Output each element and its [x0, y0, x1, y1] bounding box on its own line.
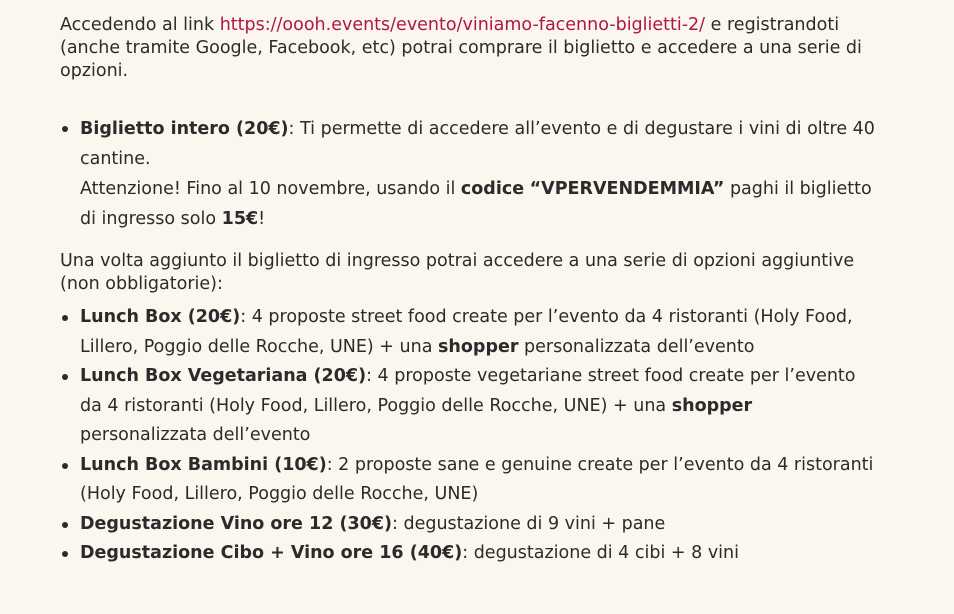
list-item-wine-tasting [60, 510, 880, 540]
option-description-end: personalizzata dell’evento [518, 336, 755, 357]
intro-text-before-link: Accedendo al link [60, 15, 220, 35]
ticket-title: Biglietto intero (20€) [80, 119, 289, 139]
option-description: : 4 proposte street food create per l’evento da 4 ristoranti (Holy Food, Lillero, Poggio delle Rocche, UNE) + una [80, 307, 853, 357]
event-link[interactable]: https://oooh.events/evento/viniamo-facenno-biglietti-2/ [219, 15, 706, 35]
list-item-lunch-box [60, 303, 880, 362]
option-description: : degustazione di 9 vini + pane [392, 513, 666, 534]
list-item-food-wine-tasting [60, 539, 880, 569]
option-description: : 2 proposte sane e genuine create per l’evento da 4 ristoranti (Holy Food, Lillero, Poggio delle Rocche, UNE) [80, 454, 874, 504]
option-bold-text: shopper [671, 395, 753, 416]
ticket-list [60, 114, 880, 234]
option-bold-text: shopper [438, 336, 519, 357]
ticket-description: : Ti permette di accedere all’evento e di degustare i vini di oltre 40 cantine. [80, 119, 875, 169]
option-description: : 4 proposte vegetariane street food create per l’evento da 4 ristoranti (Holy Food, Lillero, Poggio delle Rocche, UNE) + una [80, 366, 856, 416]
list-item-full-ticket [60, 114, 880, 234]
ticket-note-continued: paghi il biglietto di ingresso solo [80, 179, 872, 229]
option-title: Degustazione Vino ore 12 (30€) [80, 513, 392, 534]
option-description-end: personalizzata dell’evento [80, 425, 311, 445]
list-item-lunch-box-vegetarian [60, 362, 880, 451]
options-intro: Una volta aggiunto il biglietto di ingresso potrai accedere a una serie di opzioni aggiuntive (non obbligatorie): [60, 251, 855, 294]
option-description: : degustazione di 4 cibi + 8 vini [462, 543, 739, 563]
list-item-lunch-box-kids [60, 451, 880, 510]
ticket-note: Attenzione! Fino al 10 novembre, usando il [80, 179, 461, 199]
discount-price: 15€ [221, 209, 259, 229]
promo-code: “VPERVENDEMMIA” [529, 179, 725, 199]
option-title: Degustazione Cibo + Vino ore 16 (40€) [80, 543, 463, 563]
code-label: codice [460, 179, 525, 199]
options-list [60, 303, 880, 569]
option-title: Lunch Box (20€) [80, 307, 241, 327]
ticket-note-end: ! [258, 209, 266, 229]
intro-paragraph [60, 14, 880, 83]
intro-text-after-link: e registrandoti (anche tramite Google, Facebook, etc) potrai comprare il biglietto e accedere a una serie di opzioni. [60, 15, 862, 81]
option-title: Lunch Box Bambini (10€) [80, 454, 327, 475]
option-title: Lunch Box Vegetariana (20€) [80, 366, 367, 386]
article-content [60, 14, 880, 569]
